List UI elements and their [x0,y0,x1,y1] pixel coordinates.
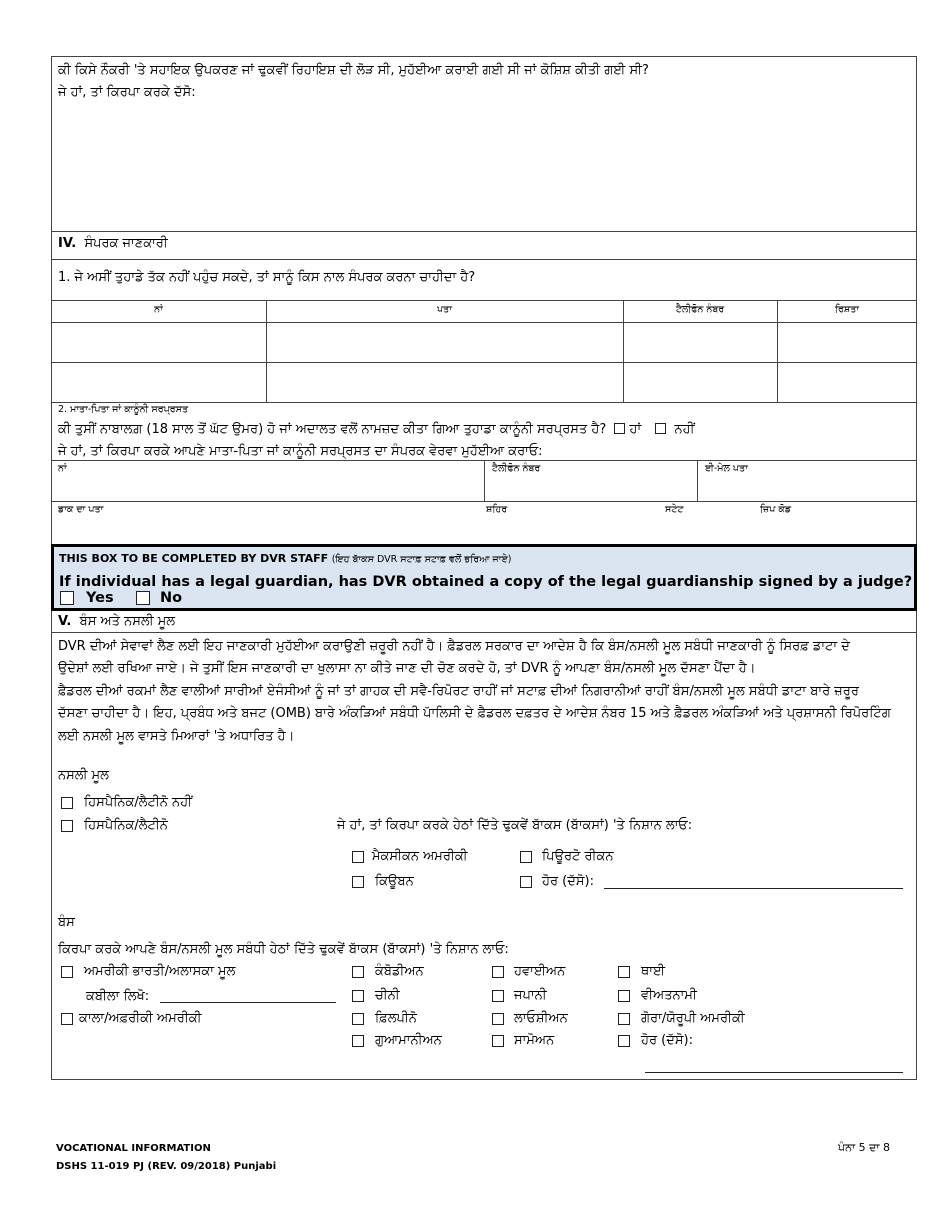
guardian-instruction: ਜੇ ਹਾਂ, ਤਾਂ ਕਿਰਪਾ ਕਰਕੇ ਆਪਣੇ ਮਾਤਾ-ਪਿਤਾ ਜਾਂ ਕਾਨੂੰਨੀ ਸਰਪ੍ਰਸਤ ਦਾ ਸੰਪਰਕ ਵੇਰਵਾ ਮੁਹੱਈਆ ਕਰਾਓ: [58,444,543,459]
guardian-no-checkbox[interactable] [655,423,666,434]
hispanic-other-label: ਹੋਰ (ਦੱਸੋ): [542,874,594,889]
section5-heading: V. ਬੰਸ ਅਤੇ ਨਸਲੀ ਮੂਲ [58,614,176,629]
staff-yes-checkbox[interactable] [60,591,74,605]
samoan-label: ਸਾਮੋਅਨ [514,1033,555,1048]
guardian-email-field[interactable] [699,476,915,500]
filipino-checkbox[interactable] [352,1013,364,1025]
staff-heading: THIS BOX TO BE COMPLETED BY DVR STAFF (ਇਹ ਬਾੱਕਸ DVR ਸਟਾਫ਼ ਸਟਾਫ਼ ਵਲੋਂ ਭਰਿਆ ਜਾਏ) [59,552,512,565]
japanese-checkbox[interactable] [492,990,504,1002]
guardian-name-field[interactable] [52,476,482,500]
guamanian-label: ਗੁਆਮਾਨੀਅਨ [375,1033,442,1048]
section5-para2-line1: ਫ਼ੈਡਰਲ ਦੀਆਂ ਰਕਮਾਂ ਲੈਣ ਵਾਲੀਆਂ ਸਾਰੀਆਂ ਏਜੰਸੀਆਂ ਨੂੰ ਜਾਂ ਤਾਂ ਗਾਹਕ ਦੀ ਸਵੈ-ਰਿਪੋਰਟ ਰਾਹੀਂ ਜਾਂ ਸਟਾਫ਼ ਦੀਆਂ ਨਿਗਰਾਨੀਆਂ ਰਾਹੀਂ ਬੰਸ/ਨਸਲੀ ਮੂਲ ਸਬੰਧੀ ਡਾਟਾ ਬਾਰੇ ਜ਼ਰੂਰ [58,684,859,699]
puerto-rican-label: ਪਿਊਰਟੋ ਰੀਕਨ [542,849,614,864]
american-indian-label: ਅਮਰੀਕੀ ਭਾਰਤੀ/ਅਲਾਸਕਾ ਮੂਲ [84,964,236,979]
japanese-label: ਜਪਾਨੀ [514,988,547,1003]
thai-checkbox[interactable] [618,966,630,978]
assistive-explain: ਜੇ ਹਾਂ, ਤਾਂ ਕਿਰਪਾ ਕਰਕੇ ਦੱਸੋ: [58,85,196,100]
not-hispanic-checkbox[interactable] [61,797,73,809]
vietnamese-label: ਵੀਅਤਨਾਮੀ [641,988,697,1003]
guardian-phone-field[interactable] [486,476,695,500]
cuban-checkbox[interactable] [352,876,364,888]
hispanic-label: ਹਿਸਪੈਨਿਕ/ਲੈਟੀਨੋ [84,818,168,833]
guardian-email-label: ਈ-ਮੇਲ ਪਤਾ [705,463,748,474]
guardian-city-label: ਸ਼ਹਿਰ [486,504,508,515]
section4-heading: IV. ਸੰਪਰਕ ਜਾਣਕਾਰੀ [58,236,168,251]
laotian-checkbox[interactable] [492,1013,504,1025]
guardian-phone-label: ਟੈਲੀਫੋਨ ਨੰਬਰ [492,463,541,474]
hispanic-checkbox[interactable] [61,820,73,832]
tribe-input[interactable] [160,1002,336,1003]
guardian-state-label: ਸਟੇਟ [665,504,684,515]
staff-no-label: No [160,590,183,606]
contact1-relationship-field[interactable] [778,323,916,361]
vietnamese-checkbox[interactable] [618,990,630,1002]
race-other-checkbox[interactable] [618,1035,630,1047]
mexican-checkbox[interactable] [352,851,364,863]
black-label: ਕਾਲਾ/ਅਫ਼ਰੀਕੀ ਅਮਰੀਕੀ [79,1011,202,1026]
page-number: ਪੰਨਾ 5 ਦਾ 8 [838,1141,891,1154]
guardian-question: ਕੀ ਤੁਸੀਂ ਨਾਬਾਲਗ਼ (18 ਸਾਲ ਤੋਂ ਘੱਟ ਉਮਰ) ਹੋ ਜਾਂ ਅਦਾਲਤ ਵਲੋਂ ਨਾਮਜ਼ਦ ਕੀਤਾ ਗਿਆ ਤੁਹਾਡਾ ਕਾਨੂੰਨੀ ਸਰਪ੍ਰਸਤ ਹੈ? ਹਾਂ ਨਹੀਂ [58,422,695,437]
ethnicity-heading: ਨਸਲੀ ਮੂਲ [58,768,109,783]
tribe-label: ਕਬੀਲਾ ਲਿਖੋ: [86,989,150,1004]
black-checkbox[interactable] [61,1013,73,1025]
thai-label: ਥਾਈ [641,964,666,979]
chinese-label: ਚੀਨੀ [375,988,400,1003]
cambodian-checkbox[interactable] [352,966,364,978]
laotian-label: ਲਾਓਸ਼ੀਅਨ [514,1011,568,1026]
guamanian-checkbox[interactable] [352,1035,364,1047]
cambodian-label: ਕੰਬੋਡੀਅਨ [375,964,424,979]
race-other-label: ਹੋਰ (ਦੱਸੋ): [641,1033,693,1048]
hawaiian-checkbox[interactable] [492,966,504,978]
footer-form-number: DSHS 11-019 PJ (REV. 09/2018) Punjabi [56,1161,277,1172]
staff-question: If individual has a legal guardian, has DVR obtained a copy of the legal guardianship signed by a judge? [59,574,913,590]
guardian-label: 2. ਮਾਤਾ-ਪਿਤਾ ਜਾਂ ਕਾਨੂੰਨੀ ਸਰਪ੍ਰਸਤ [58,404,189,415]
col-name: ਨਾਂ [154,304,163,315]
guardian-mailing-address-field[interactable] [52,517,916,542]
section5-para1-line2: ਉਦੇਸ਼ਾਂ ਲਈ ਰਖਿਆ ਜਾਏ। ਜੇ ਤੁਸੀਂ ਇਸ ਜਾਣਕਾਰੀ ਦਾ ਖੁਲਾਸਾ ਨਾ ਕੀਤੇ ਜਾਣ ਦੀ ਚੋਣ ਕਰਦੇ ਹੋ, ਤਾਂ DVR ਨੂੰ ਆਪਣਾ ਬੰਸ/ਨਸਲੀ ਮੂਲ ਦੱਸਣਾ ਪੈਂਦਾ ਹੈ। [58,661,756,676]
footer-title: VOCATIONAL INFORMATION [56,1143,211,1154]
hawaiian-label: ਹਵਾਈਅਨ [514,964,566,979]
guardian-yes-label: ਹਾਂ [629,422,642,437]
staff-no-checkbox[interactable] [136,591,150,605]
race-instruction: ਕਿਰਪਾ ਕਰਕੇ ਆਪਣੇ ਬੰਸ/ਨਸਲੀ ਮੂਲ ਸਬੰਧੀ ਹੇਠਾਂ ਦਿੱਤੇ ਢੁਕਵੇਂ ਬਾੱਕਸ (ਬਾੱਕਸਾਂ) 'ਤੇ ਨਿਸ਼ਾਨ ਲਾਓ: [58,942,509,957]
not-hispanic-label: ਹਿਸਪੈਨਿਕ/ਲੈਟੀਨੋ ਨਹੀਂ [84,795,193,810]
contact2-phone-field[interactable] [624,363,776,401]
contact-question: 1. ਜੇ ਅਸੀਂ ਤੁਹਾਡੇ ਤੱਕ ਨਹੀਂ ਪਹੁੰਚ ਸਕਦੇ, ਤਾਂ ਸਾਨੂੰ ਕਿਸ ਨਾਲ ਸੰਪਰਕ ਕਰਨਾ ਚਾਹੀਦਾ ਹੈ? [58,270,476,285]
chinese-checkbox[interactable] [352,990,364,1002]
col-relationship: ਰਿਸ਼ਤਾ [834,304,860,315]
white-label: ਗੋਰਾ/ਯੋਰੂਪੀ ਅਮਰੀਕੀ [641,1011,745,1026]
staff-yes-label: Yes [86,590,114,606]
contact1-phone-field[interactable] [624,323,776,361]
guardian-zip-label: ਜ਼ਿਪ ਕੋਡ [760,504,792,515]
filipino-label: ਫ਼ਿਲਪੀਨੋ [375,1011,417,1026]
samoan-checkbox[interactable] [492,1035,504,1047]
contact1-name-field[interactable] [52,323,265,361]
section5-para1-line1: DVR ਦੀਆਂ ਸੇਵਾਵਾਂ ਲੈਣ ਲਈ ਇਹ ਜਾਣਕਾਰੀ ਮੁਹੱਈਆ ਕਰਾਉਣੀ ਜ਼ਰੂਰੀ ਨਹੀਂ ਹੈ। ਫ਼ੈਡਰਲ ਸਰਕਾਰ ਦਾ ਆਦੇਸ਼ ਹੈ ਕਿ ਬੰਸ/ਨਸਲੀ ਮੂਲ ਸਬੰਧੀ ਜਾਣਕਾਰੀ ਨੂੰ ਸਿਰਫ਼ ਡਾਟਾ ਦੇ [58,639,850,654]
assistive-question: ਕੀ ਕਿਸੇ ਨੌਕਰੀ 'ਤੇ ਸਹਾਇਕ ਉਪਕਰਣ ਜਾਂ ਢੁਕਵੀਂ ਰਿਹਾਇਸ਼ ਦੀ ਲੋੜ ਸੀ, ਮੁਹੱਈਆ ਕਰਾਈ ਗਈ ਸੀ ਜਾਂ ਕੋਸ਼ਿਸ਼ ਕੀਤੀ ਗਈ ਸੀ? [58,63,649,78]
mexican-label: ਮੈਕਸੀਕਨ ਅਮਰੀਕੀ [372,849,468,864]
cuban-label: ਕਿਊਬਨ [375,874,414,889]
guardian-no-label: ਨਹੀਂ [674,422,695,437]
contact2-address-field[interactable] [267,363,622,401]
contact1-address-field[interactable] [267,323,622,361]
section5-para2-line2: ਦੱਸਣਾ ਚਾਹੀਦਾ ਹੈ। ਇਹ, ਪ੍ਰਬੰਧ ਅਤੇ ਬਜਟ (OMB) ਬਾਰੇ ਅੰਕੜਿਆਂ ਸਬੰਧੀ ਪਾੱਲਿਸੀ ਦੇ ਫ਼ੈਡਰਲ ਦਫ਼ਤਰ ਦੇ ਆਦੇਸ਼ ਨੰਬਰ 15 ਅਤੇ ਫ਼ੈਡਰਲ ਅੰਕੜਿਆਂ ਅਤੇ ਪ੍ਰਸ਼ਾਸਨੀ ਰਿਪੋਰਟਿੰਗ [58,706,891,721]
col-phone: ਟੈਲੀਫੋਨ ਨੰਬਰ [675,304,725,315]
guardian-mail-label: ਡਾਕ ਦਾ ਪਤਾ [58,504,104,515]
hispanic-instruction: ਜੇ ਹਾਂ, ਤਾਂ ਕਿਰਪਾ ਕਰਕੇ ਹੇਠਾਂ ਦਿੱਤੇ ਢੁਕਵੇਂ ਬਾੱਕਸ (ਬਾੱਕਸਾਂ) 'ਤੇ ਨਿਸ਼ਾਨ ਲਾਓ: [337,818,693,833]
hispanic-other-input[interactable] [604,888,903,889]
guardian-name-label: ਨਾਂ [58,463,67,474]
guardian-yes-checkbox[interactable] [614,423,625,434]
col-address: ਪਤਾ [437,304,452,315]
white-checkbox[interactable] [618,1013,630,1025]
contact2-name-field[interactable] [52,363,265,401]
hispanic-other-checkbox[interactable] [520,876,532,888]
race-heading: ਬੰਸ [58,915,75,930]
puerto-rican-checkbox[interactable] [520,851,532,863]
assistive-answer-area[interactable] [55,104,913,228]
american-indian-checkbox[interactable] [61,966,73,978]
race-other-input[interactable] [645,1072,903,1073]
contact2-relationship-field[interactable] [778,363,916,401]
section5-para2-line3: ਲਈ ਨਸਲੀ ਮੂਲ ਵਾਸਤੇ ਮਿਆਰਾਂ 'ਤੇ ਅਧਾਰਿਤ ਹੈ। [58,729,295,744]
